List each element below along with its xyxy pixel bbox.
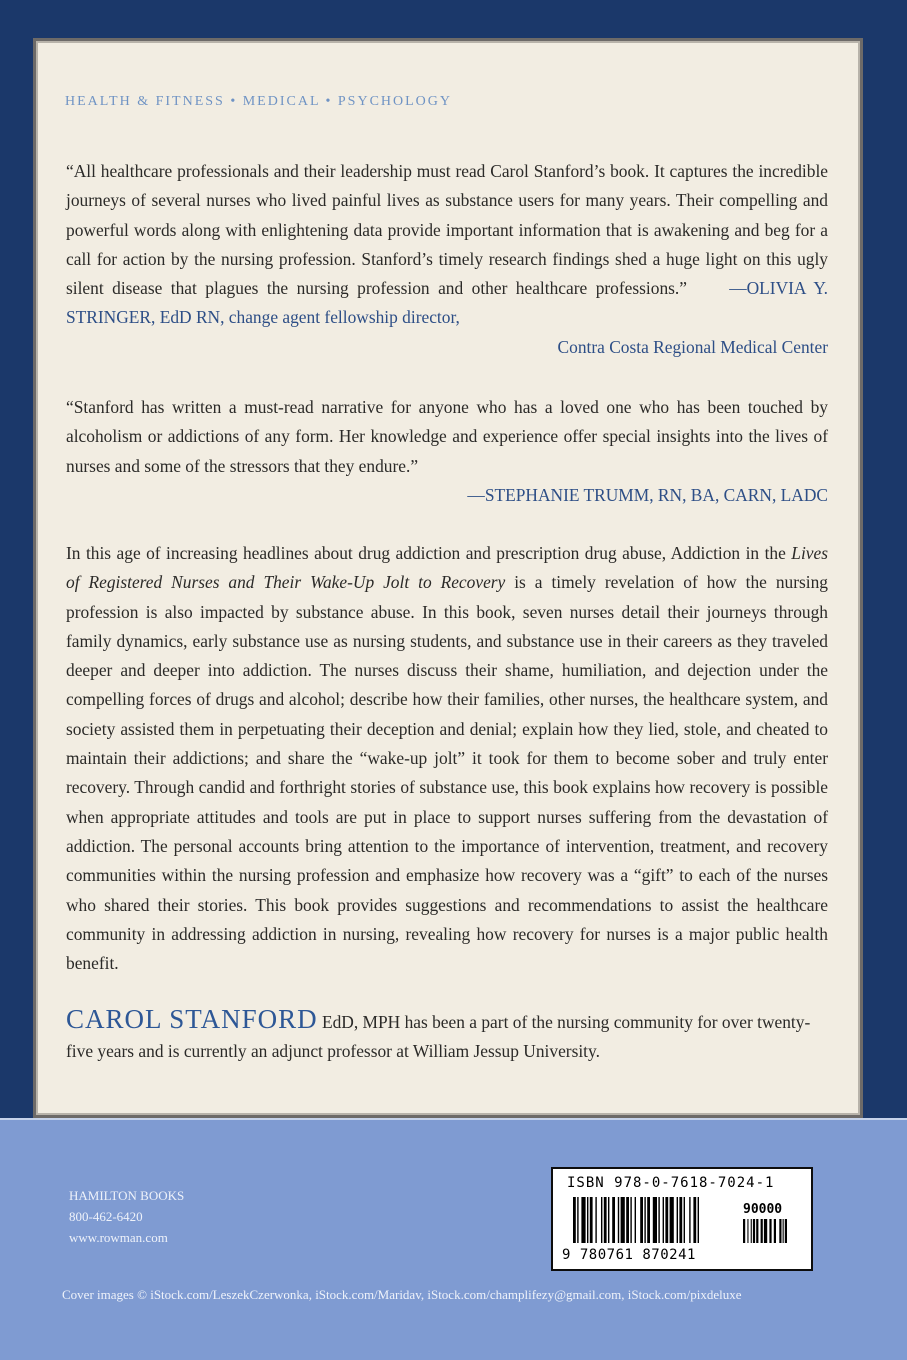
publisher-phone: 800-462-6420 [69, 1209, 143, 1224]
publisher-info [69, 1185, 184, 1248]
category-line: HEALTH & FITNESS • MEDICAL • PSYCHOLOGY [65, 94, 453, 109]
endorsement-quote-1 [66, 157, 828, 362]
endorsement-quote-1-affiliation: Contra Costa Regional Medical Center [557, 336, 828, 357]
author-bio-text: EdD, MPH has been a part of the nursing community for over twenty-five years and is currently an adjunct professor at William Jessup University. [66, 1012, 811, 1062]
endorsement-quote-2-attribution: —STEPHANIE TRUMM, RN, BA, CARN, LADC [467, 484, 828, 505]
ean-digits: 9 780761 870241 [562, 1247, 696, 1263]
endorsement-quote-1-attribution: —OLIVIA Y. STRINGER, EdD RN, change agent fellowship director, [66, 278, 828, 328]
book-title-italic: Lives of Registered Nurses and Their Wake-Up Jolt to Recovery [66, 543, 828, 593]
isbn-barcode [551, 1167, 813, 1271]
author-name: CAROL STANFORD [66, 1004, 318, 1034]
band-divider [0, 1118, 907, 1120]
book-description-intro: In this age of increasing headlines about drug addiction and prescription drug abuse, Addiction in the [66, 543, 792, 563]
book-description [66, 539, 828, 978]
endorsement-quote-2 [66, 393, 828, 510]
publisher-name: HAMILTON BOOKS [69, 1188, 185, 1203]
publisher-website: www.rowman.com [69, 1230, 168, 1245]
cover-image-credits: Cover images © iStock.com/LeszekCzerwonka, iStock.com/Maridav, iStock.com/champlifezy@gmail.com, iStock.com/pixdeluxe [62, 1287, 742, 1302]
endorsement-quote-2-text: “Stanford has written a must-read narrative for anyone who has a loved one who has been touched by alcoholism or addictions of any form. Her knowledge and experience offer special insights into the lives of nurses and some of the stressors that they endure.” [66, 397, 828, 476]
endorsement-quote-1-text: “All healthcare professionals and their leadership must read Carol Stanford’s book. It captures the incredible journeys of several nurses who lived painful lives as substance users for many years. Their compelling and powerful words along with enlightening data provide important information that is awakening and beg for a call for action by the nursing profession. Stanford’s timely research findings shed a huge light on this ugly silent disease that plagues the nursing profession and other healthcare professions.” [66, 161, 828, 299]
isbn-text: ISBN 978-0-7618-7024-1 [567, 1175, 775, 1191]
price-code: 90000 [743, 1202, 783, 1217]
book-description-body: is a timely revelation of how the nursing profession is also impacted by substance abuse. In this book, seven nurses detail their journeys through family dynamics, early substance use as nursing students, and substance use in their careers as they traveled deeper and deeper into addiction. The nurses discuss their shame, humiliation, and dejection under the compelling forces of drugs and alcohol; describe how their families, other nurses, the healthcare system, and society assisted them in perpetuating their deception and denial; explain how they lied, stole, and cheated to maintain their addictions; and share the “wake-up jolt” it took for them to become sober and truly enter recovery. Through candid and forthright stories of substance use, this book explains how recovery is possible when appropriate attitudes and tools are put in place to support nurses suffering from the devastation of addiction. The personal accounts bring attention to the importance of intervention, treatment, and recovery communities within the nursing profession and emphasize how recovery was a “gift” to each of the nurses who shared their stories. This book provides suggestions and recommendations to assist the healthcare community in addressing addiction in nursing, revealing how recovery for nurses is a major public health benefit. [66, 572, 828, 974]
author-bio [66, 1005, 828, 1067]
